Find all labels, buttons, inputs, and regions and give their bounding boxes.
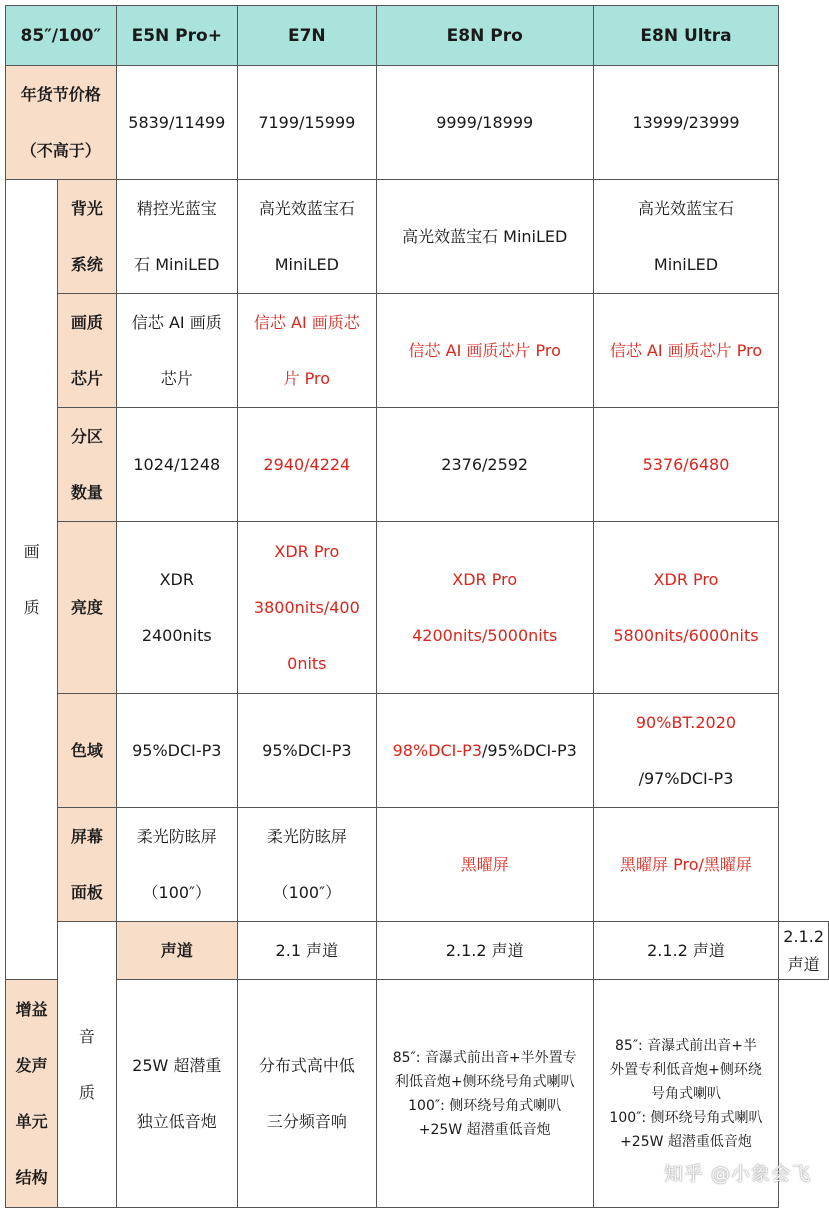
price-e7n: 7199/15999 xyxy=(237,66,376,180)
chip-row xyxy=(6,294,829,408)
label-line: 分区 xyxy=(70,426,103,446)
cell-line: 2400nits xyxy=(141,625,212,645)
cell-line: 100″: 侧环绕号角式喇叭 xyxy=(609,1109,763,1126)
speakers-e5n xyxy=(116,980,237,1208)
zones-row xyxy=(6,408,829,522)
gamut-rest: /95%DCI-P3 xyxy=(482,740,577,760)
cell-line: MiniLED xyxy=(274,254,339,274)
price-label xyxy=(6,66,117,180)
speakers-e7n xyxy=(237,980,376,1208)
model-e8n-ultra-header: E8N Ultra xyxy=(593,6,779,66)
cell-line: 85″: 音瀑式前出音+半 xyxy=(615,1037,757,1054)
channels-e7n: 2.1.2 声道 xyxy=(376,922,593,980)
cell-line: 分布式高中低 xyxy=(258,1055,355,1075)
comparison-table xyxy=(5,5,829,1208)
cell-line: 号角式喇叭 xyxy=(650,1085,721,1102)
category-char: 音 xyxy=(78,1026,95,1046)
cell-line: 信芯 AI 画质芯 xyxy=(253,312,360,332)
cell-line: 25W 超潜重 xyxy=(132,1055,222,1075)
size-header: 85″/100″ xyxy=(6,6,117,66)
chip-e8n-ultra: 信芯 AI 画质芯片 Pro xyxy=(593,294,779,408)
cell-line: 片 Pro xyxy=(283,368,331,388)
zones-e5n: 1024/1248 xyxy=(116,408,237,522)
gamut-rest: /97%DCI-P3 xyxy=(638,768,734,788)
gamut-e8n-ultra xyxy=(593,694,779,808)
cell-line: 信芯 AI 画质 xyxy=(131,312,222,332)
backlight-e7n xyxy=(237,180,376,294)
cell-line: MiniLED xyxy=(653,254,719,274)
panel-label xyxy=(58,808,116,922)
cell-line: 0nits xyxy=(287,653,327,673)
speakers-e8n-pro xyxy=(376,980,593,1208)
label-line: 发声 xyxy=(15,1055,48,1075)
price-row xyxy=(6,66,829,180)
panel-e8n-pro: 黑曜屏 xyxy=(376,808,593,922)
label-line: 芯片 xyxy=(70,368,103,388)
backlight-row xyxy=(6,180,829,294)
channels-e5n: 2.1 声道 xyxy=(237,922,376,980)
brightness-label: 亮度 xyxy=(58,522,116,694)
cell-line: 精控光蓝宝 xyxy=(136,198,217,218)
category-char: 画 xyxy=(23,541,40,561)
cell-line: 85″: 音瀑式前出音+半外置专 xyxy=(392,1049,577,1066)
picture-category xyxy=(6,180,58,980)
cell-line: 5800nits/6000nits xyxy=(613,625,759,645)
channels-row xyxy=(6,922,829,980)
zones-label xyxy=(58,408,116,522)
gamut-highlight: 90%BT.2020 xyxy=(635,712,737,732)
channels-e8n-pro: 2.1.2 声道 xyxy=(593,922,779,980)
cell-line: XDR Pro xyxy=(452,569,518,589)
header-row xyxy=(6,6,829,66)
panel-e7n xyxy=(237,808,376,922)
gamut-row xyxy=(6,694,829,808)
cell-line: （100″） xyxy=(272,882,342,902)
cell-line: 3800nits/400 xyxy=(253,597,360,617)
backlight-e5n xyxy=(116,180,237,294)
zones-e8n-pro: 2376/2592 xyxy=(376,408,593,522)
price-label-line: 年货节价格 xyxy=(20,84,101,104)
label-line: 面板 xyxy=(70,882,103,902)
gamut-e8n-pro xyxy=(376,694,593,808)
gamut-e5n: 95%DCI-P3 xyxy=(116,694,237,808)
cell-line: 利低音炮+侧环绕号角式喇叭 xyxy=(394,1073,575,1090)
cell-line: XDR xyxy=(159,569,194,589)
channels-e8n-ultra: 2.1.2 声道 xyxy=(779,922,829,980)
label-line: 单元 xyxy=(15,1111,48,1131)
cell-line: +25W 超潜重低音炮 xyxy=(418,1121,551,1138)
zones-e7n: 2940/4224 xyxy=(237,408,376,522)
price-e8n-pro: 9999/18999 xyxy=(376,66,593,180)
chip-e8n-pro: 信芯 AI 画质芯片 Pro xyxy=(376,294,593,408)
brightness-e8n-pro xyxy=(376,522,593,694)
cell-line: 柔光防眩屏 xyxy=(136,826,217,846)
cell-line: XDR Pro xyxy=(653,569,719,589)
cell-line: （100″） xyxy=(142,882,212,902)
model-e7n-header: E7N xyxy=(237,6,376,66)
label-line: 系统 xyxy=(70,254,103,274)
price-label-line: （不高于） xyxy=(20,140,101,160)
cell-line: 石 MiniLED xyxy=(134,254,220,274)
cell-line: 独立低音炮 xyxy=(136,1111,217,1131)
panel-row xyxy=(6,808,829,922)
price-e8n-ultra: 13999/23999 xyxy=(593,66,779,180)
gamut-highlight: 98%DCI-P3 xyxy=(392,740,482,760)
category-char: 质 xyxy=(23,597,40,617)
chip-label xyxy=(58,294,116,408)
cell-line: +25W 超潜重低音炮 xyxy=(620,1133,752,1150)
gamut-label: 色域 xyxy=(58,694,116,808)
model-e8n-pro-header: E8N Pro xyxy=(376,6,593,66)
brightness-e5n xyxy=(116,522,237,694)
label-line: 数量 xyxy=(70,482,103,502)
backlight-e8n-pro: 高光效蓝宝石 MiniLED xyxy=(376,180,593,294)
brightness-e8n-ultra xyxy=(593,522,779,694)
cell-line: 外置专利低音炮+侧环绕 xyxy=(610,1061,762,1078)
brightness-e7n xyxy=(237,522,376,694)
backlight-label xyxy=(58,180,116,294)
price-e5n: 5839/11499 xyxy=(116,66,237,180)
panel-e5n xyxy=(116,808,237,922)
chip-e7n xyxy=(237,294,376,408)
brightness-row xyxy=(6,522,829,694)
cell-line: 4200nits/5000nits xyxy=(412,625,558,645)
zones-e8n-ultra: 5376/6480 xyxy=(593,408,779,522)
cell-line: 三分频音响 xyxy=(266,1111,347,1131)
cell-line: 柔光防眩屏 xyxy=(266,826,347,846)
backlight-e8n-ultra xyxy=(593,180,779,294)
channels-label: 声道 xyxy=(116,922,237,980)
cell-line: 高光效蓝宝石 xyxy=(637,198,734,218)
label-line: 画质 xyxy=(70,312,103,332)
gamut-e7n: 95%DCI-P3 xyxy=(237,694,376,808)
label-line: 背光 xyxy=(70,198,103,218)
sound-category xyxy=(58,922,116,1208)
label-line: 屏幕 xyxy=(70,826,103,846)
cell-line: 高光效蓝宝石 xyxy=(258,198,355,218)
speakers-label xyxy=(6,980,58,1208)
label-line: 结构 xyxy=(15,1167,48,1187)
chip-e5n xyxy=(116,294,237,408)
cell-line: 100″: 侧环绕号角式喇叭 xyxy=(408,1097,562,1114)
label-line: 增益 xyxy=(15,999,48,1019)
category-char: 质 xyxy=(78,1082,95,1102)
model-e5n-pro-plus-header: E5N Pro+ xyxy=(116,6,237,66)
cell-line: XDR Pro xyxy=(274,541,340,561)
cell-line: 芯片 xyxy=(160,368,193,388)
watermark: 知乎 @小象会飞 xyxy=(663,1163,811,1185)
panel-e8n-ultra: 黑曜屏 Pro/黑曜屏 xyxy=(593,808,779,922)
